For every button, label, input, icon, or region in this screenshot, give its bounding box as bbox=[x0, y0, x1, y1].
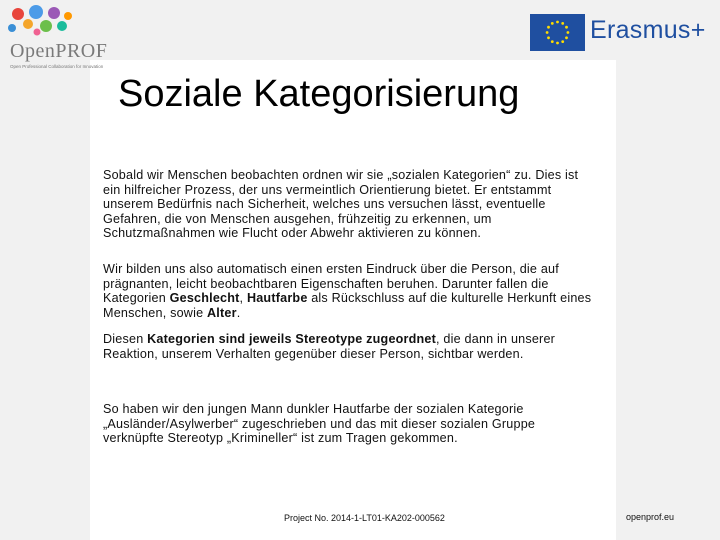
slide-title: Soziale Kategorisierung bbox=[118, 73, 520, 115]
openprof-wordmark: OpenPROF bbox=[10, 40, 108, 62]
paragraph-2-text: . bbox=[236, 305, 241, 320]
project-number: Project No. 2014-1-LT01-KA202-000562 bbox=[284, 513, 445, 523]
paragraph-3-text: , die dann in unserer Reaktion, unserem Verhalten gegenüber dieser Person, sichtbar werden. bbox=[103, 332, 556, 361]
paragraph-2 bbox=[103, 262, 599, 320]
paragraph-2-text: als Rückschluss auf die kulturelle Herkunft eines Menschen, sowie bbox=[103, 291, 592, 320]
term-alter: Alter bbox=[207, 305, 237, 320]
paragraph-3-text: Diesen bbox=[103, 332, 148, 346]
paragraph-2-text: Wir bilden uns also automatisch einen ersten Eindruck über die Person, die auf prägnanten, leicht beobachtbaren Eigenschaften beruhen. Darunter fallen die Kategorien bbox=[103, 262, 559, 306]
openprof-bubbles-icon bbox=[4, 2, 74, 42]
paragraph-2-text: , bbox=[239, 291, 247, 306]
term-stereotype: Kategorien sind jeweils Stereotype zugeordnet bbox=[147, 332, 437, 346]
term-hautfarbe: Hautfarbe bbox=[246, 291, 308, 306]
paragraph-3 bbox=[103, 332, 599, 361]
website-link[interactable]: openprof.eu bbox=[626, 512, 675, 522]
paragraph-1: Sobald wir Menschen beobachten ordnen wir sie „sozialen Kategorien“ zu. Dies ist ein hilfreicher Prozess, der uns vermeintlich Orientierung bietet. Er entstammt unserem Bedürfnis nach Sicherheit, welches uns versuchen lässt, eventuelle Gefahren, die von Menschen ausgehen, frühzeitig zu erkennen, um Schutzmaßnahmen wie Flucht oder Abwehr aktivieren zu können. bbox=[103, 168, 579, 241]
eu-flag-icon bbox=[530, 14, 585, 51]
paragraph-4: So haben wir den jungen Mann dunkler Hautfarbe der sozialen Kategorie „Ausländer/Asylwerber“ zugeschrieben und das mit dieser sozialen Gruppe verknüpfte Stereotyp „Krimineller“ ist zum Tragen gekommen. bbox=[103, 402, 536, 446]
erasmus-logo bbox=[530, 14, 714, 54]
openprof-logo bbox=[4, 2, 116, 76]
openprof-tagline: Open Professional Collaboration for Innovation bbox=[10, 64, 104, 69]
erasmus-wordmark: Erasmus+ bbox=[590, 16, 706, 44]
term-geschlecht: Geschlecht bbox=[169, 291, 240, 306]
